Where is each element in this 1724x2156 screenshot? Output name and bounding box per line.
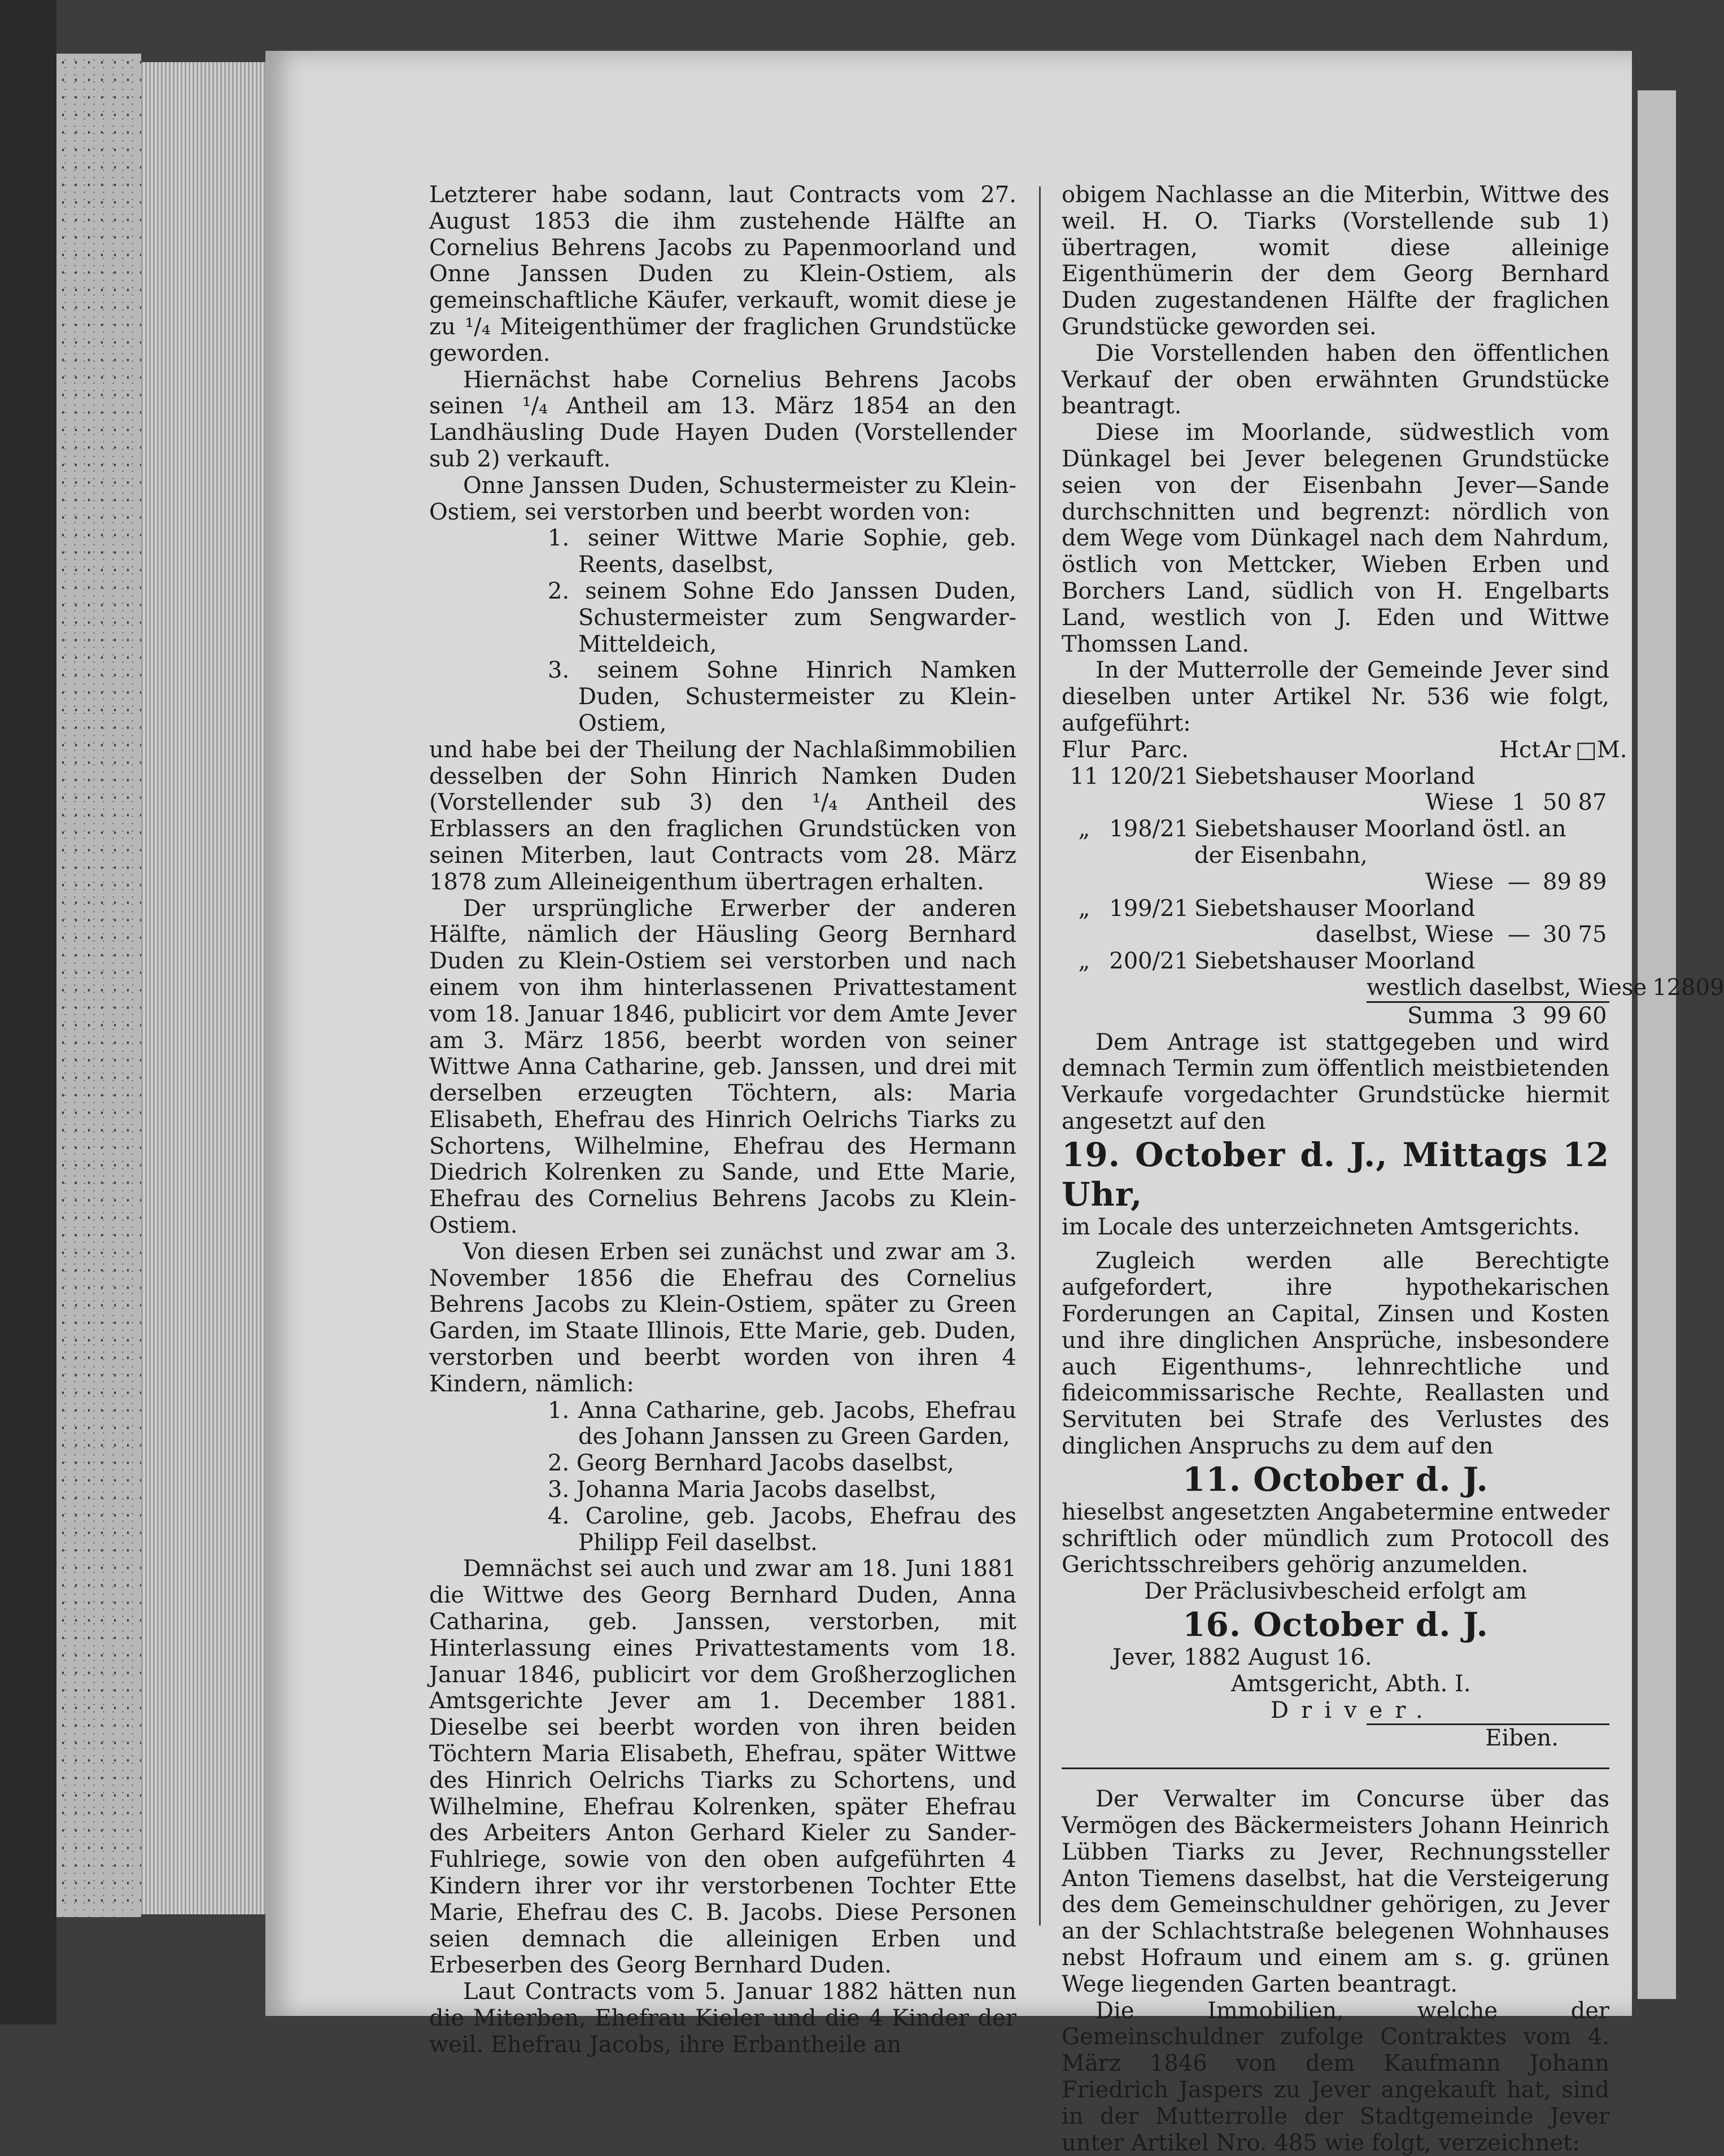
table-row-cont bbox=[1062, 869, 1609, 896]
cell-desc: Siebetshauser Moorland östl. an der Eisenbahn, bbox=[1194, 816, 1609, 869]
cell-qm: 75 bbox=[1575, 922, 1609, 948]
cell-desc2: daselbst, Wiese bbox=[1194, 922, 1499, 948]
table-row bbox=[1062, 948, 1609, 975]
paragraph: hieselbst angesetzten Angabetermine entweder schriftlich oder mündlich zum Protocoll des Gerichtsschreibers gehörig anzumelden. bbox=[1062, 1499, 1609, 1578]
auction-date: 19. October d. J., Mittags 12 Uhr, bbox=[1062, 1135, 1609, 1214]
paragraph: Von diesen Erben sei zunächst und zwar am 3. November 1856 die Ehefrau des Cornelius Behrens Jacobs zu Klein-Ostiem, später zu Green Garden, im Staate Illinois, Ette Marie, geb. Duden, verstorben und beerbt worden von ihren 4 Kindern, nämlich: bbox=[429, 1239, 1016, 1398]
cell-flur: „ bbox=[1062, 896, 1107, 922]
preclusion-note: Der Präclusivbescheid erfolgt am bbox=[1062, 1578, 1609, 1605]
cell-hct: 1 bbox=[1499, 789, 1539, 816]
sum-hct: 3 bbox=[1499, 1003, 1539, 1029]
paragraph: Die Immobilien, welche der Gemeinschuldner zufolge Contraktes vom 4. März 1846 von dem Kaufmann Johann Friedrich Jaspers zu Jever angekauft hat, sind in der Mutterrolle der Stadtgemeinde Jever unter Artikel Nro. 485 wie folgt, verzeichnet: bbox=[1062, 1998, 1609, 2156]
header-flur: Flur bbox=[1062, 737, 1107, 763]
cell-hct: — bbox=[1499, 922, 1539, 948]
paragraph: Der Verwalter im Concurse über das Vermögen des Bäckermeisters Johann Heinrich Lübben Tiarks zu Jever, Rechnungssteller Anton Tiemens daselbst, hat die Versteigerung des dem Gemeinschuldner gehörigen, zu Jever an der Schlachtstraße belegenen Wohnhauses nebst Hofraum und einem am s. g. grünen Wege liegenden Garten beantragt. bbox=[1062, 1786, 1609, 1997]
preclusion-date: 16. October d. J. bbox=[1062, 1605, 1609, 1644]
clerk-name: Eiben. bbox=[1062, 1725, 1609, 1752]
left-column bbox=[429, 182, 1016, 2058]
cell-qm: 09 bbox=[1696, 975, 1724, 1001]
cell-desc: Siebetshauser Moorland bbox=[1194, 896, 1609, 922]
cell-parc: 199/21 bbox=[1107, 896, 1194, 922]
facing-page-edge bbox=[1638, 90, 1676, 1999]
filing-date: 11. October d. J. bbox=[1062, 1460, 1609, 1499]
cell-ar: 30 bbox=[1539, 922, 1575, 948]
list-item: 3. seinem Sohne Hinrich Namken Duden, Schustermeister zu Klein-Ostiem, bbox=[548, 657, 1016, 736]
paragraph: Die Vorstellenden haben den öffentlichen Verkauf der oben erwähnten Grundstücke beantragt. bbox=[1062, 341, 1609, 420]
paragraph: Diese im Moorlande, südwestlich vom Dünkagel bei Jever belegenen Grundstücke seien von der Eisenbahn Jever—Sande durchschnitten und begrenzt: nördlich von dem Wege vom Dünkagel nach dem Nahrdum, östlich von Mettcker, Wieben Erben und Borchers Land, südlich von H. Engelbarts Land, westlich von J. Eden und Wittwe Thomssen Land. bbox=[1062, 420, 1609, 657]
header-hct: Hct. bbox=[1499, 737, 1539, 763]
table-row-cont bbox=[1062, 789, 1609, 816]
paragraph: Dem Antrage ist stattgegeben und wird demnach Termin zum öffentlich meistbietenden Verkaufe vorgedachter Grundstücke hiermit angesetzt auf den bbox=[1062, 1029, 1609, 1135]
page-edges bbox=[141, 62, 282, 1914]
paragraph: im Locale des unterzeichneten Amtsgerichts. bbox=[1062, 1214, 1609, 1241]
court-name: Amtsgericht, Abth. I. bbox=[1062, 1671, 1609, 1697]
judge-name: Driver. bbox=[1062, 1697, 1609, 1724]
cell-desc2: Wiese bbox=[1194, 869, 1499, 896]
cell-desc: Siebetshauser Moorland bbox=[1194, 763, 1609, 790]
sum-qm: 60 bbox=[1575, 1003, 1609, 1029]
cell-parc: 198/21 bbox=[1107, 816, 1194, 843]
cell-ar: 28 bbox=[1667, 975, 1696, 1001]
paragraph: und habe bei der Theilung der Nachlaßimmobilien desselben der Sohn Hinrich Namken Duden (Vorstellender sub 3) den ¹/₄ Antheil des Erblassers an den fraglichen Grundstücken von seinen Miterben, laut Contracts vom 28. März 1878 zum Alleineigenthum übertragen erhalten. bbox=[429, 737, 1016, 896]
cell-hct: 1 bbox=[1652, 975, 1666, 1001]
cell-desc2: westlich daselbst, Wiese bbox=[1367, 975, 1652, 1001]
table-row bbox=[1062, 763, 1609, 790]
cell-flur: „ bbox=[1062, 948, 1107, 975]
parcel-table bbox=[1062, 737, 1609, 1029]
column-divider bbox=[1039, 186, 1041, 1926]
list-item: 1. seiner Wittwe Marie Sophie, geb. Reents, daselbst, bbox=[548, 525, 1016, 578]
paragraph: Der ursprüngliche Erwerber der anderen Hälfte, nämlich der Häusling Georg Bernhard Duden zu Klein-Ostiem sei verstorben und nach einem von ihm hinterlassenen Privattestament vom 18. Januar 1846, publicirt vor dem Amte Jever am 3. März 1856, beerbt worden von seiner Wittwe Anna Catharine, geb. Janssen, und drei mit derselben erzeugten Töchtern, als: Maria Elisabeth, Ehefrau des Hinrich Oelrichs Tiarks zu Schortens, Wilhelmine, Ehefrau des Hermann Diedrich Kolrenken zu Sande, und Ette Marie, Ehefrau des Cornelius Behrens Jacobs zu Klein-Ostiem. bbox=[429, 896, 1016, 1239]
cell-flur: 11 bbox=[1062, 763, 1107, 790]
paragraph: obigem Nachlasse an die Miterbin, Wittwe des weil. H. O. Tiarks (Vorstellende sub 1) übertragen, womit diese alleinige Eigenthümerin der dem Georg Bernhard Duden zugestandenen Hälfte der fraglichen Grundstücke geworden sei. bbox=[1062, 182, 1609, 341]
paragraph: Laut Contracts vom 5. Januar 1882 hätten nun die Miterben, Ehefrau Kieler und die 4 Kinder der weil. Ehefrau Jacobs, ihre Erbantheile an bbox=[429, 1979, 1016, 2058]
paragraph: Zugleich werden alle Berechtigte aufgefordert, ihre hypothekarischen Forderungen an Capital, Zinsen und Kosten und ihre dinglichen Ansprüche, insbesondere auch Eigenthums-, lehnrechtliche und fideicommissarische Rechte, Reallasten und Servituten bei Strafe des Verlustes des dinglichen Anspruchs zu dem auf den bbox=[1062, 1248, 1609, 1459]
cell-qm: 87 bbox=[1575, 789, 1609, 816]
table-row bbox=[1062, 816, 1609, 869]
list-item: 3. Johanna Maria Jacobs daselbst, bbox=[548, 1477, 1016, 1503]
cell-qm: 89 bbox=[1575, 869, 1609, 896]
list-item: 1. Anna Catharine, geb. Jacobs, Ehefrau des Johann Janssen zu Green Garden, bbox=[548, 1398, 1016, 1451]
table-row-cont bbox=[1062, 922, 1609, 948]
paragraph: Onne Janssen Duden, Schustermeister zu Klein-Ostiem, sei verstorben und beerbt worden von: bbox=[429, 473, 1016, 526]
list-item: 2. seinem Sohne Edo Janssen Duden, Schustermeister zum Sengwarder-Mitteldeich, bbox=[548, 578, 1016, 657]
paragraph: Demnächst sei auch und zwar am 18. Juni 1881 die Wittwe des Georg Bernhard Duden, Anna Catharina, geb. Janssen, verstorben, mit Hinterlassung eines Privattestaments vom 18. Januar 1846, publicirt vor dem Großherzoglichen Amtsgerichte Jever am 1. December 1881. Dieselbe sei beerbt worden von ihren beiden Töchtern Maria Elisabeth, Ehefrau, später Wittwe des Hinrich Oelrichs Tiarks zu Schortens, und Wilhelmine, Ehefrau Kolrenken, später Ehefrau des Arbeiters Anton Gerhard Kieler zu Sander-Fuhlriege, sowie von den oben aufgeführten 4 Kindern ihrer vor ihr verstorbenen Tochter Ette Marie, Ehefrau des C. B. Jacobs. Diese Personen seien demnach die alleinigen Erben und Erbeserben des Georg Bernhard Duden. bbox=[429, 1556, 1016, 1979]
cell-hct: — bbox=[1499, 869, 1539, 896]
cell-desc: Siebetshauser Moorland bbox=[1194, 948, 1609, 975]
table-sum-row bbox=[1062, 1003, 1609, 1029]
cell-desc2: Wiese bbox=[1194, 789, 1499, 816]
cell-ar: 50 bbox=[1539, 789, 1575, 816]
cell-flur: „ bbox=[1062, 816, 1107, 843]
book-spine bbox=[0, 0, 56, 2024]
paragraph: Hiernächst habe Cornelius Behrens Jacobs seinen ¹/₄ Antheil am 13. März 1854 an den Landhäusling Dude Hayen Duden (Vorstellender sub 2) verkauft. bbox=[429, 367, 1016, 473]
header-ar: Ar bbox=[1539, 737, 1575, 763]
place-date: Jever, 1882 August 16. bbox=[1062, 1644, 1609, 1671]
sum-ar: 99 bbox=[1539, 1003, 1575, 1029]
table-header bbox=[1062, 737, 1609, 763]
table-row bbox=[1062, 896, 1609, 922]
list-item: 2. Georg Bernhard Jacobs daselbst, bbox=[548, 1450, 1016, 1477]
cell-ar: 89 bbox=[1539, 869, 1575, 896]
section-divider bbox=[1062, 1767, 1609, 1769]
cell-parc: 200/21 bbox=[1107, 948, 1194, 975]
book-cover-edge bbox=[56, 54, 141, 1917]
header-qm: □M. bbox=[1575, 737, 1609, 763]
cell-parc: 120/21 bbox=[1107, 763, 1194, 790]
paragraph: In der Mutterrolle der Gemeinde Jever sind dieselben unter Artikel Nr. 536 wie folgt, aufgeführt: bbox=[1062, 657, 1609, 736]
table-row-cont bbox=[1367, 975, 1609, 1003]
paragraph: Letzterer habe sodann, laut Contracts vom 27. August 1853 die ihm zustehende Hälfte an Cornelius Behrens Jacobs zu Papenmoorland und Onne Janssen Duden zu Klein-Ostiem, als gemeinschaftliche Käufer, verkauft, womit diese je zu ¹/₄ Miteigenthümer der fraglichen Grundstücke geworden. bbox=[429, 182, 1016, 367]
list-item: 4. Caroline, geb. Jacobs, Ehefrau des Philipp Feil daselbst. bbox=[548, 1503, 1016, 1556]
right-column bbox=[1062, 182, 1609, 2156]
header-parc: Parc. bbox=[1107, 737, 1194, 763]
sum-label: Summa bbox=[1194, 1003, 1499, 1029]
